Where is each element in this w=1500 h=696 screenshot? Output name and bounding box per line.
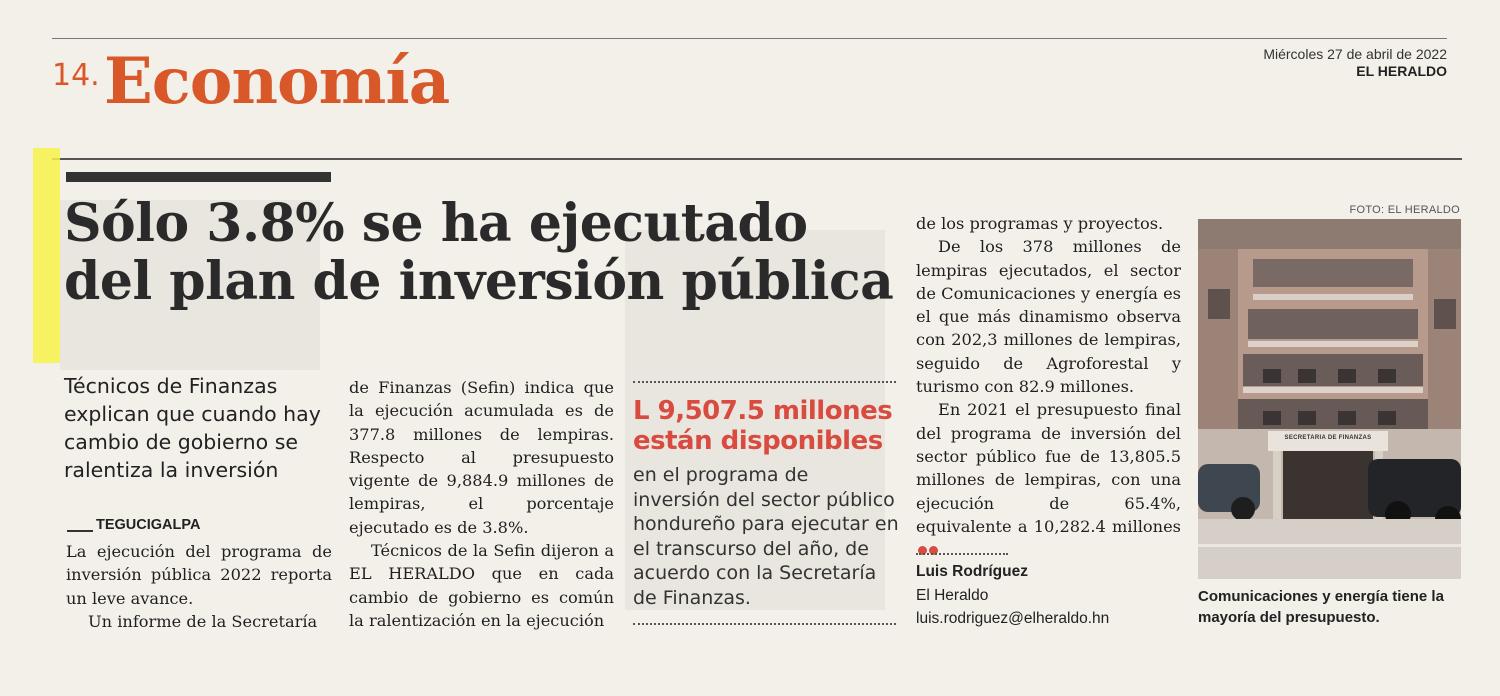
section-rule bbox=[52, 158, 1462, 160]
pull-quote-line-2: están disponibles bbox=[633, 426, 883, 456]
body-column-2 bbox=[349, 376, 614, 632]
top-rule bbox=[52, 38, 1447, 39]
photo-credit: FOTO: EL HERALDO bbox=[1349, 204, 1460, 216]
photo-caption: Comunicaciones y energía tiene la mayoría del presupuesto. bbox=[1198, 588, 1444, 626]
pull-quote-highlight bbox=[633, 396, 913, 456]
paragraph: de los programas y proyectos. bbox=[916, 214, 1164, 233]
headline-bar bbox=[66, 172, 331, 182]
byline-organization: El Heraldo bbox=[916, 587, 989, 604]
headline bbox=[64, 195, 904, 311]
body-column-1 bbox=[66, 540, 332, 633]
paragraph: La ejecución del programa de inversión pública 2022 reporta un leve avance. bbox=[66, 542, 332, 608]
byline-rule bbox=[916, 553, 1008, 555]
paragraph-last bbox=[916, 398, 1181, 561]
byline-author: Luis Rodríguez bbox=[916, 563, 1028, 580]
pull-quote-bottom-rule bbox=[633, 623, 896, 625]
paragraph: Un informe de la Secretaría bbox=[88, 611, 318, 631]
highlighter-mark bbox=[33, 148, 60, 363]
paragraph: De los 378 millones de lempiras ejecutados, el sector de Comunicaciones y energía es el que más dinamismo observa con 202,3 millones de lempiras, seguido de Agroforestal y turismo con 82.9 millones. bbox=[916, 237, 1181, 397]
headline-line-2: del plan de inversión pública bbox=[64, 251, 894, 312]
paragraph: de Finanzas (Sefin) indica que la ejecución acumulada es de 377.8 millones de lempiras. Respecto al presupuesto vigente de 9,884.9 millones de lempiras, el porcentaje ejecutado es de 3.8%. bbox=[349, 378, 614, 537]
building-photo bbox=[1198, 219, 1461, 579]
issue-date: Miércoles 27 de abril de 2022 bbox=[1263, 46, 1447, 62]
paragraph: Técnicos de la Sefin dijeron a EL HERALDO que en cada cambio de gobierno es común la ralentización en la ejecución bbox=[349, 541, 614, 630]
article-deck: Técnicos de Finanzas explican que cuando hay cambio de gobierno se ralentiza la inversión bbox=[64, 374, 321, 482]
body-column-3 bbox=[916, 212, 1181, 561]
dateline-rule bbox=[67, 530, 93, 532]
section-title: Economía bbox=[104, 44, 450, 119]
paragraph-text: En 2021 el presupuesto final del programa de inversión del sector público fue de 13,805.5 millones de lempiras, con una ejecución de 65.4%, equivalente a 10,282.4 millones bbox=[916, 400, 1181, 536]
dateline: TEGUCIGALPA bbox=[96, 517, 201, 533]
pull-quote-text: en el programa de inversión del sector público hondureño para ejecutar en el transcurso del año, de acuerdo con la Secretaría de Finanzas. bbox=[633, 464, 899, 609]
pull-quote-line-1: L 9,507.5 millones bbox=[633, 396, 893, 426]
page-number: 14. bbox=[52, 58, 100, 93]
building-illustration bbox=[1198, 219, 1461, 579]
building-sign: SECRETARIA DE FINANZAS bbox=[1284, 435, 1372, 441]
headline-line-1: Sólo 3.8% se ha ejecutado bbox=[64, 193, 808, 254]
pull-quote-top-rule bbox=[633, 381, 896, 383]
byline-email[interactable]: luis.rodriguez@elheraldo.hn bbox=[916, 610, 1110, 627]
newspaper-name: EL HERALDO bbox=[1356, 63, 1447, 79]
